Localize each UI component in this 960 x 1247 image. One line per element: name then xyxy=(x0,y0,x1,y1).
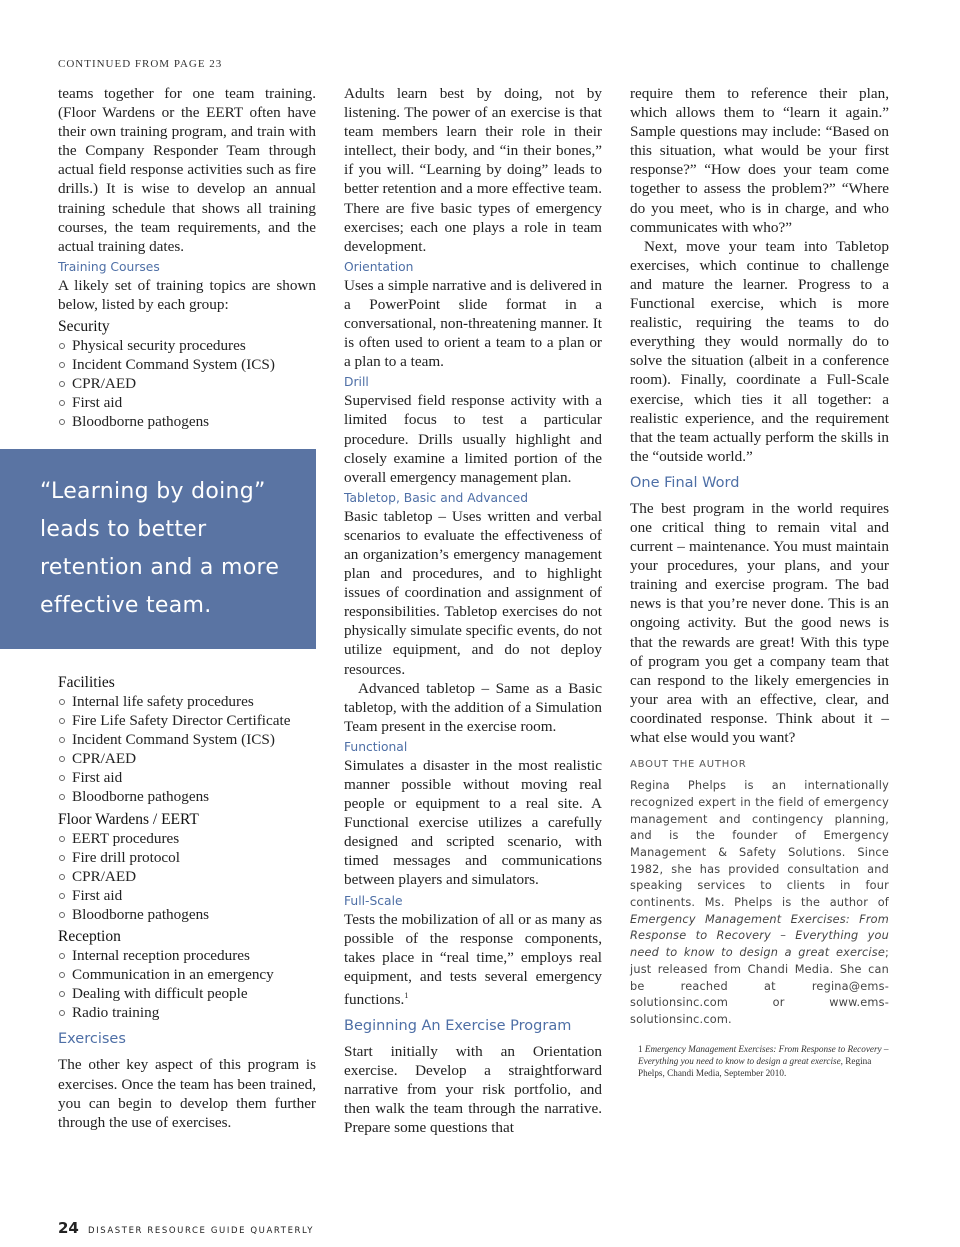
list-item: First aid xyxy=(72,768,316,787)
list-item: Fire drill protocol xyxy=(72,848,316,867)
facilities-heading: Facilities xyxy=(58,674,115,691)
continued-from-label: CONTINUED FROM PAGE 23 xyxy=(58,58,223,70)
full-scale-body: Tests the mobilization of all or as many as possible of the response components, takes place in “real time,” employs real equipment, and tests several emergency functions. xyxy=(344,910,602,1008)
training-courses-text: A likely set of training topics are shown below, listed by each group: xyxy=(58,276,316,313)
column-1-lower xyxy=(58,670,316,1132)
list-item: Bloodborne pathogens xyxy=(72,905,316,924)
exercises-heading: Exercises xyxy=(58,1031,126,1048)
floor-wardens-list xyxy=(58,829,316,924)
list-item: Internal life safety procedures xyxy=(72,692,316,711)
reception-heading: Reception xyxy=(58,928,121,946)
magazine-name: DISASTER RESOURCE GUIDE QUARTERLY xyxy=(87,1226,315,1236)
author-book-title: Emergency Management Exercises: From Response to Recovery – Everything you need to know to design a great exercise xyxy=(630,912,889,960)
list-item: Communication in an emergency xyxy=(72,965,316,984)
functional-text: Simulates a disaster in the most realistic manner possible without moving real people or equipment to a real site. A Functional exercise utilizes a carefully designed and scripted scenario, with timed messages and communications between players and simulators. xyxy=(344,756,602,889)
list-item: CPR/AED xyxy=(72,749,316,768)
page-number: 24 xyxy=(58,1219,79,1237)
author-bio-part-1: Regina Phelps is an internationally recognized expert in the field of emergency management and contingency planning, and is the founder of Emergency Management & Safety Solutions. Since 1982, she has provided consultation and speaking services to clients in four continents. Ms. Phelps is the author of xyxy=(630,779,889,910)
column-1 xyxy=(58,84,316,432)
list-item: Incident Command System (ICS) xyxy=(72,355,316,374)
drill-heading: Drill xyxy=(344,375,369,390)
footnote xyxy=(630,1043,889,1079)
drill-text: Supervised field response activity with a limited focus to test a particular procedure. Drills usually highlight and closely examine a limited portion of the overall emergency management plan. xyxy=(344,392,602,486)
author-bio-part-2: ; just released from Chandi Media. She can be reached at regina@ems-solutionsinc.com or www.ems-solutionsinc.com. xyxy=(630,946,889,1026)
continued-paragraph: require them to reference their plan, which allows them to “learn it again.” Sample questions may include: “Based on this situation, what would be your first response?” “How does your team come together to assess the problem?” “Where do you meet, who is in charge, and who communicates with who?” xyxy=(630,85,889,236)
final-word-heading: One Final Word xyxy=(630,474,740,491)
list-item: Bloodborne pathogens xyxy=(72,787,316,806)
list-item: Dealing with difficult people xyxy=(72,984,316,1003)
floor-wardens-heading: Floor Wardens / EERT xyxy=(58,810,199,828)
tabletop-heading: Tabletop, Basic and Advanced xyxy=(344,490,529,505)
intro-paragraph: teams together for one team training. (Floor Wardens or the EERT often have their own training program, and train with the Company Responder Team through actual field response activities such as fire drills.) It is wise to develop an annual training schedule that shows all training courses, the team requirements, and the actual training dates. xyxy=(58,85,316,255)
author-bio xyxy=(630,778,889,1029)
beginning-text: Start initially with an Orientation exercise. Develop a straightforward narrative from your risk portfolio, and then walk the team through the narrative. Prepare some questions that xyxy=(344,1043,602,1137)
list-item: First aid xyxy=(72,886,316,905)
list-item: Fire Life Safety Director Certificate xyxy=(72,711,316,730)
reception-list xyxy=(58,946,316,1022)
pull-quote-text: “Learning by doing” leads to better retention and a more effective team. xyxy=(40,479,280,618)
footnote-marker: 1 xyxy=(404,990,409,1000)
column-3 xyxy=(630,84,889,1079)
orientation-heading: Orientation xyxy=(344,259,414,274)
list-item: Radio training xyxy=(72,1003,316,1022)
list-item: CPR/AED xyxy=(72,867,316,886)
next-paragraph: Next, move your team into Tabletop exercises, which continue to challenge and mature the learner. Progress to a Functional exercise, which is more realistic, requiring the teams to do everything they would normally do to solve the situation (albeit in a conference room). Finally, coordinate a Full-Scale exercise, which ties it all together: a realistic experience, and the requirement that the team actually perform the skills in the “outside world.” xyxy=(630,237,889,465)
footnote-number: 1 xyxy=(638,1043,643,1054)
orientation-text: Uses a simple narrative and is delivered in a PowerPoint slide format in a conversational, non-threatening manner. It is often used to orient a team to a plan or a plan to a team. xyxy=(344,276,602,371)
training-courses-heading: Training Courses xyxy=(58,259,160,274)
list-item: Incident Command System (ICS) xyxy=(72,730,316,749)
list-item: First aid xyxy=(72,393,316,412)
list-item: Internal reception procedures xyxy=(72,946,316,965)
advanced-tabletop-text: Advanced tabletop – Same as a Basic tabletop, with the addition of a Simulation Team present in the exercise room. xyxy=(344,679,602,735)
list-item: Physical security procedures xyxy=(72,336,316,355)
list-item: CPR/AED xyxy=(72,374,316,393)
final-word-text: The best program in the world requires one critical thing to remain vital and current – maintenance. You must maintain your procedures, your plans, and your training and exercise program. The bad news is that you’re never done. This is an ongoing activity. But the good news is that the rewards are great! With this type of program you get a company team that can respond to the likely emergencies in your area with an effective, clear, and coordinated response. Think about it – what else would you want? xyxy=(630,499,889,746)
security-list xyxy=(58,336,316,431)
page-footer xyxy=(58,1218,314,1237)
tabletop-text: Basic tabletop – Uses written and verbal scenarios to evaluate the effectiveness of an organization’s emergency management plan and procedures, and to highlight issues of coordination and assignment of responsibilities. Tabletop exercises do not physically simulate specific events, do not utilize equipment, and do not deploy resources. xyxy=(344,507,602,678)
intro-paragraph: Adults learn best by doing, not by listening. The power of an exercise is that team members learn their role in their intellect, their body, and “in their bones,” if you will. “Learning by doing” leads to better retention and a more effective team. There are five basic types of emergency exercises; each one plays a role in team development. xyxy=(344,85,602,255)
list-item: Bloodborne pathogens xyxy=(72,412,316,431)
footnote-title: Emergency Management Exercises: From Response to Recovery – Everything you need to know to design a great exercise, xyxy=(638,1043,889,1066)
beginning-heading: Beginning An Exercise Program xyxy=(344,1018,572,1035)
exercises-text: The other key aspect of this program is exercises. Once the team has been trained, you can begin to develop them further through the use of exercises. xyxy=(58,1056,316,1131)
security-heading: Security xyxy=(58,318,110,336)
about-author-label: ABOUT THE AUTHOR xyxy=(630,759,747,771)
list-item: EERT procedures xyxy=(72,829,316,848)
column-2 xyxy=(344,84,602,1138)
functional-heading: Functional xyxy=(344,739,408,754)
facilities-list xyxy=(58,692,316,807)
full-scale-text xyxy=(344,910,602,1010)
footnote-rest: Regina Phelps, Chandi Media, September 2010. xyxy=(638,1055,872,1078)
full-scale-heading: Full-Scale xyxy=(344,893,403,908)
